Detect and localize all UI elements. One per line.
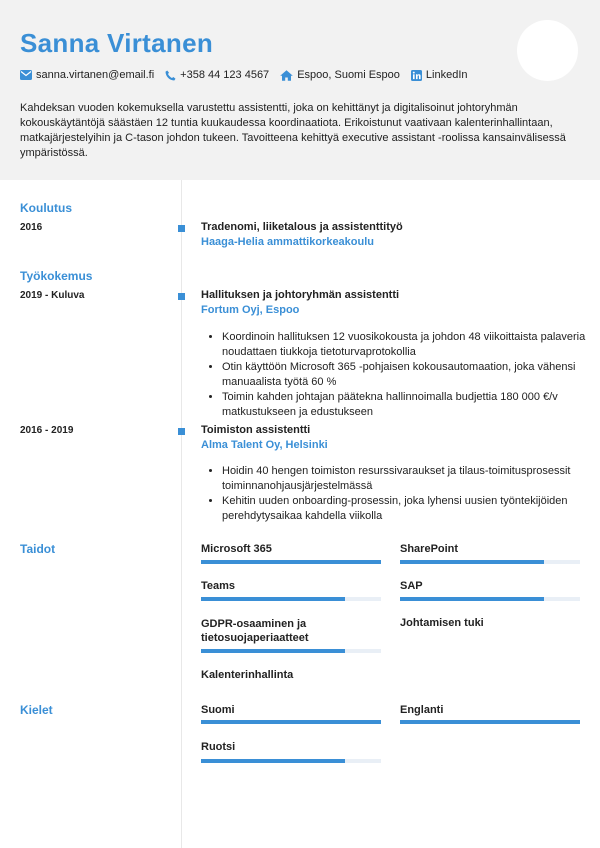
timeline-divider (181, 180, 182, 848)
phone-icon (165, 70, 176, 81)
contact-phone[interactable] (165, 69, 269, 81)
skill-bar-fill (201, 597, 345, 601)
list-item: • Hoidin 40 hengen toimiston resurssivaraukset ja tilaus-toimitusprosessit toiminnanohjausjärjestelmässä (222, 464, 587, 494)
skill-bar (201, 597, 381, 601)
language-bar (201, 759, 381, 763)
profile-summary: Kahdeksan vuoden kokemuksella varustettu assistentti, joka on kehittänyt ja digitalisoinut johtoryhmän kokouskäytäntöjä säästäen 12 tuntia kuukaudessa koordinaatiota. Erikoistunut vaativaan kalenterinhallintaan, matkajärjestelyihin ja C-tason johdon tukeen. Tavoitteena kehittyä executive assistant -roolissa kansainvälisessä ympäristössä. (20, 102, 566, 159)
linkedin-icon (411, 70, 422, 81)
skills-title: Taidot (20, 542, 56, 556)
skill-bar-fill (400, 560, 544, 564)
skill-name: SAP (400, 580, 423, 592)
experience-date: 2019 - Kuluva (20, 290, 85, 301)
contact-linkedin[interactable] (411, 69, 468, 81)
education-title: Koulutus (20, 201, 72, 215)
phone-text: +358 44 123 4567 (180, 69, 270, 81)
skill-bar-fill (201, 560, 381, 564)
candidate-name: Sanna Virtanen (20, 28, 214, 58)
list-item: • Kehitin uuden onboarding-prosessin, joka lyhensi uusien työntekijöiden perehdytysaikaa kahdella viikolla (222, 494, 587, 524)
job-title: Toimiston assistentti (201, 424, 311, 436)
languages-title: Kielet (20, 703, 53, 717)
education-school: Haaga-Helia ammattikorkeakoulu (201, 236, 375, 248)
list-item: • Toimin kahden johtajan päätekna hallinnoimalla budjettia 180 000 €/v matkustukseen ja edustukseen (222, 390, 587, 420)
language-bar-fill (201, 759, 345, 763)
job-achievements (205, 464, 587, 524)
job-title: Hallituksen ja johtoryhmän assistentti (201, 289, 400, 301)
skill-bar-fill (400, 597, 544, 601)
avatar (517, 20, 578, 81)
location-text: Espoo, Suomi Espoo (297, 69, 400, 81)
contact-email[interactable] (20, 69, 154, 81)
timeline-marker (178, 428, 185, 435)
skill-bar (400, 560, 580, 564)
experience-date: 2016 - 2019 (20, 425, 74, 436)
language-bar-fill (400, 720, 580, 724)
skill-name: Johtamisen tuki (400, 617, 484, 629)
linkedin-text: LinkedIn (425, 69, 468, 81)
contact-bar (20, 69, 479, 81)
job-company: Fortum Oyj, Espoo (201, 304, 300, 316)
skill-name: Teams (201, 580, 236, 592)
education-date: 2016 (20, 222, 43, 233)
skill-bar (201, 560, 381, 564)
home-icon (280, 70, 293, 81)
language-name: Ruotsi (201, 741, 236, 753)
language-bar (400, 720, 580, 724)
skill-bar (201, 649, 381, 653)
skill-name: GDPR-osaaminen ja tietosuojaperiaatteet (201, 618, 309, 644)
mail-icon (20, 70, 32, 80)
language-name: Englanti (400, 704, 444, 716)
skill-name: SharePoint (400, 543, 459, 555)
skill-bar (400, 597, 580, 601)
timeline-marker (178, 293, 185, 300)
contact-location (280, 69, 400, 81)
job-company: Alma Talent Oy, Helsinki (201, 439, 328, 451)
experience-title: Työkokemus (20, 269, 93, 283)
email-text: sanna.virtanen@email.fi (36, 69, 155, 81)
skill-name: Kalenterinhallinta (201, 669, 294, 681)
education-degree: Tradenomi, liiketalous ja assistenttityö (201, 221, 403, 233)
language-name: Suomi (201, 704, 235, 716)
skill-bar-fill (201, 649, 345, 653)
job-achievements (205, 330, 587, 420)
language-bar (201, 720, 381, 724)
list-item: • Koordinoin hallituksen 12 vuosikokousta ja johdon 48 viikoittaista palaveria noudattaen tiukkoja tietoturvaprotokollia (222, 330, 587, 360)
timeline-marker (178, 225, 185, 232)
skill-name: Microsoft 365 (201, 543, 272, 555)
list-item: • Otin käyttöön Microsoft 365 -pohjaisen kokousautomaation, joka vähensi manuaalista työtä 60 % (222, 360, 587, 390)
language-bar-fill (201, 720, 381, 724)
